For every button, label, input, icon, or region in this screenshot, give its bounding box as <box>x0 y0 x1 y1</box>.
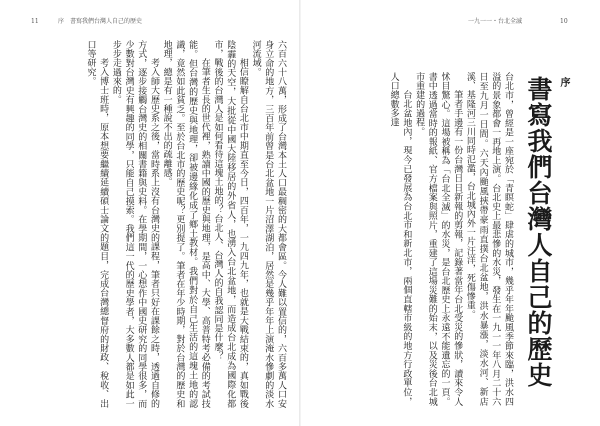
right-paragraph: 台北盆地內，現今已發展為台北市和新北市，兩個直轄市級的地方行政單位，人口總數多達 <box>388 72 412 406</box>
right-page-body <box>318 72 514 406</box>
right-paragraph: 台北市，曾經是一座宛於「青瞑蛇」肆虐的城市，幾乎年年颱風季節來臨，洪水四溢的景象都會一再地上演。台北史上最悲慘的水災，發生在一九一一年八月二十六日至九月一日間。六天內颱風挾帶豪雨直撲台北盆地，洪水暴漲，淡水河、新店溪、基隆河三川同時氾濫，台北城內外一片汪洋，死傷慘重。 <box>464 72 513 406</box>
left-page-body <box>25 40 287 408</box>
section-label: 序 <box>558 77 569 89</box>
left-paragraph: 在筆者生長的世代裡，熟讀中國的歷史與地理，是高中、大學、高普特考必備的考試技能。但台灣的歷史與地理，卻被邊緣化成了鄉土教材。我們對於自己生活的這塊土地的認識，竟然如此貧乏。至於台北市的歷史呢？更別提了。筆者在年少時期，對於台灣的歷史和地理，總是有一種說不出的疏離感。 <box>161 40 210 408</box>
chapter-title: 書寫我們台灣人自己的歷史 <box>524 76 553 388</box>
left-page-number: 11 <box>31 18 39 25</box>
page-gutter <box>299 0 301 426</box>
left-paragraph: 考入博士班時，原本想要繼續延續碩士論文的題目，完成台灣總督府的財政、稅收、出口等研究。 <box>85 40 109 408</box>
right-page-number: 10 <box>560 18 568 25</box>
right-paragraph: 筆者手邊有一份台灣日日新報的剪報，記錄著當年台北受災的慘狀，讀來令人怵目驚心。這場被稱為「台北全滅」的水災，是台北歷史上永遠不能遺忘的一頁。書中透過當時的報紙、官方檔案與照片，重建了這場災難的始末，以及災後台北城市重建的過程。 <box>414 72 463 406</box>
left-running-head: 序 書寫我們台灣人自己的歷史 <box>58 18 143 25</box>
left-paragraph: 相信瞭解自台北市中期直至今日，四百年，一九四九年，也就是大戰結束的，真如戰後陰霾的天空，大批從中國大陸移居的外省人，也湧入台北盆地，而造成台北成為國際化都市，戰後的台灣人是如何看待這塊土地的？台北人、台灣人的自我認同是什麼？ <box>212 40 248 408</box>
left-paragraph: 考入師大歷史系之後，當時系上沒有台灣史的課程，筆者只好在課餘之時，透過自修的方式，逐步接觸台灣史的相關書籍與史料。在學期間，一心想作中國史研究的同學很多，而少數對台灣史有興趣的同學，只能自己摸索。我們這一代的歷史學者，大多數人都是如此一步步走過來的。 <box>110 40 159 408</box>
left-paragraph: 六百六十八萬，形成了台灣本土人口最稠密的大都會區。今人難以置信的，六百多萬人口安身立命的地方，三百年前曾是台北盆地一片沼澤湖泊，居然是幾乎年年上演淹水慘劇的淡水河流域。 <box>250 40 286 408</box>
right-running-head: 一九一一・台北全滅 <box>468 18 523 25</box>
